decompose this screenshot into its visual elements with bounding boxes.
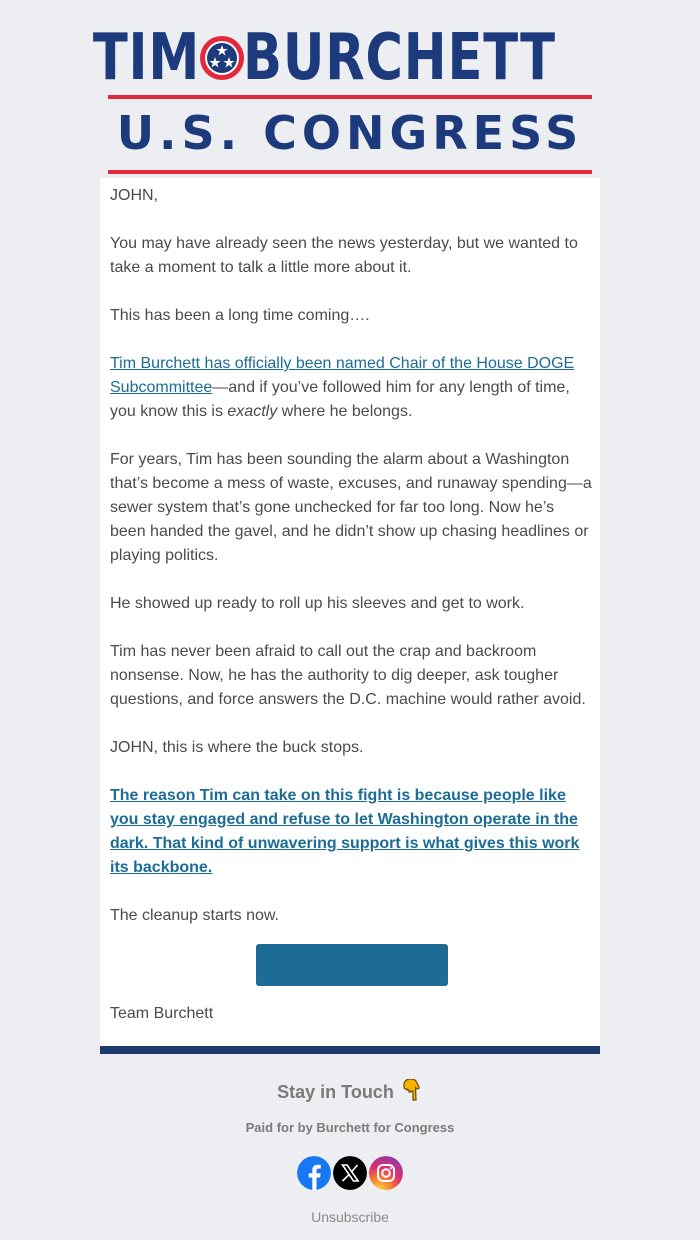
paragraph-3-text-b: where he belongs. bbox=[277, 403, 413, 420]
paragraph-6: Tim has never been afraid to call out the crap and backroom nonsense. Now, he has the authority to dig deeper, ask tougher questions, and force answers the D.C. machine would rather avoid. bbox=[110, 643, 586, 708]
stay-in-touch-text: Stay in Touch bbox=[277, 1082, 394, 1102]
facebook-icon[interactable] bbox=[297, 1156, 331, 1190]
pointing-down-hand-icon bbox=[403, 1079, 423, 1101]
instagram-icon[interactable] bbox=[369, 1156, 403, 1190]
logo-subtitle: U.S. CONGRESS bbox=[116, 106, 584, 160]
cta-wrapper bbox=[110, 944, 594, 986]
paragraph-5: He showed up ready to roll up his sleeves and get to work. bbox=[110, 595, 525, 612]
support-link[interactable]: The reason Tim can take on this fight is because people like you stay engaged and refuse to let Washington operate in the dark. That kind of unwavering support is what gives this work its backbone. bbox=[110, 787, 580, 876]
paragraph-3-emphasis: exactly bbox=[227, 403, 278, 420]
paragraph-8 bbox=[110, 784, 594, 880]
header-logo[interactable] bbox=[93, 21, 600, 182]
paragraph-4: For years, Tim has been sounding the alarm about a Washington that’s become a mess of waste, excuses, and runaway spending—a sewer system that’s gone unchecked for far too long. Now he’s been handed the gavel, and he didn’t show up chasing headlines or playing politics. bbox=[110, 451, 592, 564]
greeting: JOHN, bbox=[110, 187, 158, 204]
paragraph-2: This has been a long time coming…. bbox=[110, 307, 370, 324]
logo-last-name: BURCHETT bbox=[242, 21, 556, 95]
paragraph-3-text-a: —and if you’ve followed him for any length of time, you know this is bbox=[110, 379, 570, 420]
tennessee-stars-icon bbox=[199, 35, 245, 81]
footer-navy-bar bbox=[100, 1046, 600, 1054]
stay-in-touch-heading bbox=[0, 1078, 700, 1106]
x-icon[interactable] bbox=[333, 1156, 367, 1190]
paragraph-7: JOHN, this is where the buck stops. bbox=[110, 739, 364, 756]
paragraph-3 bbox=[110, 352, 594, 424]
paragraph-9: The cleanup starts now. bbox=[110, 907, 279, 924]
logo-name-row bbox=[93, 21, 600, 95]
email-content bbox=[110, 184, 594, 1050]
paid-for-disclaimer: Paid for by Burchett for Congress bbox=[245, 1120, 455, 1135]
signoff: Team Burchett bbox=[110, 1005, 214, 1022]
unsubscribe-link[interactable]: Unsubscribe bbox=[311, 1209, 389, 1225]
logo-red-rule-bottom bbox=[108, 170, 592, 174]
email-body-card bbox=[100, 178, 600, 1046]
social-links bbox=[297, 1156, 403, 1190]
paragraph-1: You may have already seen the news yesterday, but we wanted to take a moment to talk a little more about it. bbox=[110, 235, 578, 276]
logo-first-name: TIM bbox=[93, 21, 201, 95]
doge-chair-link[interactable]: Tim Burchett has officially been named Chair of the House DOGE Subcommittee bbox=[110, 355, 575, 396]
logo-red-rule-top bbox=[108, 95, 592, 99]
tell-tim-congrats-button[interactable]: Tell Tim Congrats! bbox=[256, 944, 449, 986]
